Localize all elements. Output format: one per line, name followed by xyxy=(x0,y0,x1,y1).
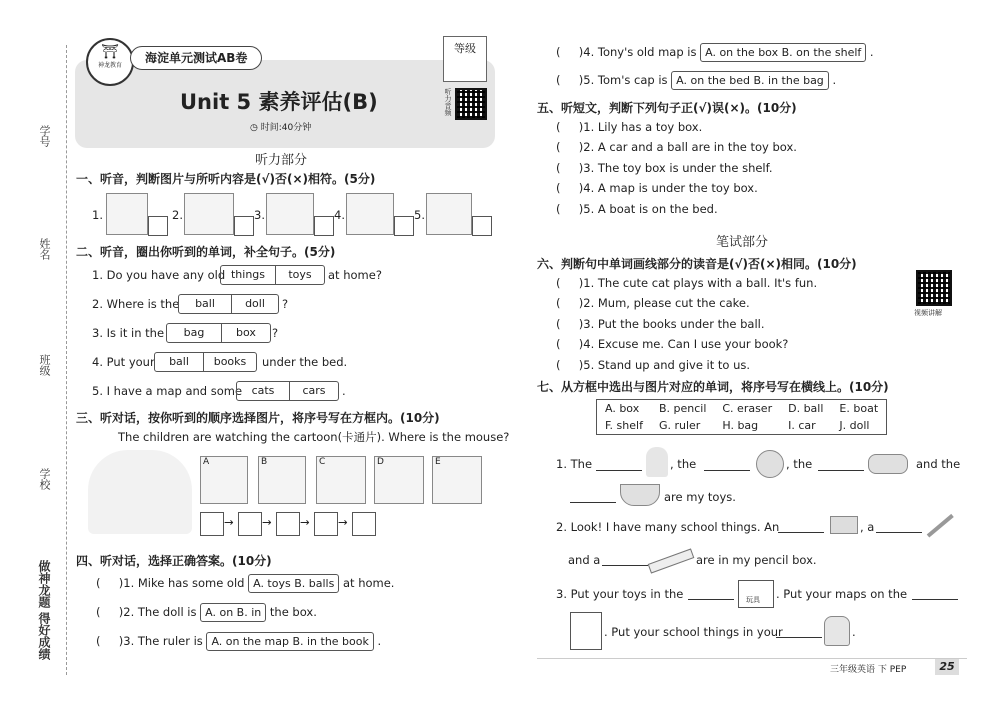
q2-5-a[interactable]: cats xyxy=(237,382,290,400)
q3-answer-box-3[interactable] xyxy=(276,512,300,536)
q7-blank-4[interactable] xyxy=(570,502,616,503)
q5-item-2: ( )2. A car and a ball are in the toy box. xyxy=(556,140,797,154)
q4-item-5: ( )5. Tom's cap is A. on the bed B. in the bag . xyxy=(556,71,836,90)
q2-1-before: 1. Do you have any old xyxy=(92,268,226,282)
pencil-picture xyxy=(927,514,954,538)
q3-answer-box-5[interactable] xyxy=(352,512,376,536)
q7-blank-5[interactable] xyxy=(778,532,824,533)
vocab-c: C. eraser xyxy=(722,402,773,415)
toy-box-picture: 玩具 xyxy=(738,580,774,608)
q2-1-after: at home? xyxy=(328,268,382,282)
q3-picture-c: C xyxy=(316,456,366,504)
cat-picture xyxy=(106,193,148,235)
q5-item-1: ( )1. Lily has a toy box. xyxy=(556,120,703,134)
q6-item-3: ( )3. Put the books under the ball. xyxy=(556,317,765,331)
q4-4-options[interactable]: A. on the box B. on the shelf xyxy=(700,43,866,62)
q2-title: 二、听音，圈出你听到的单词，补全句子。(5分) xyxy=(76,245,336,259)
vocab-g: G. ruler xyxy=(658,419,701,432)
school-label: 学校 xyxy=(38,468,51,490)
q7-s1-part-c: , the xyxy=(786,457,813,471)
q5-item-5: ( )5. A boat is on the bed. xyxy=(556,202,718,216)
q1-answer-box-2[interactable] xyxy=(234,216,254,236)
q7-blank-1[interactable] xyxy=(596,470,642,471)
vocab-e: E. boat xyxy=(839,402,879,415)
q7-s2-part-c: and a xyxy=(568,553,601,567)
q4-title: 四、听对话，选择正确答案。(10分) xyxy=(76,554,272,568)
q7-blank-9[interactable] xyxy=(912,599,958,600)
q6-item-1: ( )1. The cute cat plays with a ball. It's fun. xyxy=(556,276,818,290)
q6-item-2: ( )2. Mum, please cut the cake. xyxy=(556,296,750,310)
video-qr-code[interactable] xyxy=(916,270,952,306)
q2-3-after: ? xyxy=(272,326,279,340)
q7-title: 七、从方框中选出与图片对应的单词，将序号写在横线上。(10分) xyxy=(537,380,889,394)
q2-2-choices xyxy=(178,294,279,314)
q7-s3-part-c: . Put your school things in your xyxy=(604,625,783,639)
q2-5-after: . xyxy=(342,384,346,398)
q7-s1-part-d: and the xyxy=(916,457,961,471)
ruler-picture xyxy=(648,548,695,573)
q2-4-choices xyxy=(154,352,257,372)
footer-rule xyxy=(537,658,967,659)
listening-qr-code[interactable] xyxy=(455,88,487,120)
q3-picture-a: A xyxy=(200,456,248,504)
q4-item-2: ( )2. The doll is A. on B. in the box. xyxy=(96,603,317,622)
q2-5-before: 5. I have a map and some xyxy=(92,384,243,398)
q3-picture-b: B xyxy=(258,456,306,504)
books-picture xyxy=(184,193,234,235)
vocab-j: J. doll xyxy=(839,419,870,432)
time-label: ◷ 时间:40分钟 xyxy=(250,123,312,133)
ball-picture xyxy=(756,450,784,478)
q7-s1-part-a: 1. The xyxy=(556,457,593,471)
q7-blank-8[interactable] xyxy=(688,599,734,600)
q6-title: 六、判断句中单词画线部分的读音是(√)否(×)相同。(10分) xyxy=(537,257,857,271)
q7-s1-part-b: , the xyxy=(670,457,697,471)
q1-num-4: 4. xyxy=(334,208,345,222)
clock-icon: ◷ xyxy=(250,123,258,133)
q2-3-choices xyxy=(166,323,271,343)
q4-3-options[interactable]: A. on the map B. in the book xyxy=(206,632,373,651)
q2-2-before: 2. Where is the xyxy=(92,297,180,311)
q3-pictures xyxy=(200,456,490,506)
eraser-picture xyxy=(830,516,858,534)
q5-item-4: ( )4. A map is under the toy box. xyxy=(556,181,758,195)
q2-3-before: 3. Is it in the xyxy=(92,326,165,340)
q3-answer-box-1[interactable] xyxy=(200,512,224,536)
q1-num-1: 1. xyxy=(92,208,103,222)
q2-5-choices xyxy=(236,381,339,401)
page-title: Unit 5 素养评估(B) xyxy=(180,90,378,114)
q7-s2-part-a: 2. Look! I have many school things. An xyxy=(556,520,780,534)
vocab-f: F. shelf xyxy=(605,419,643,432)
footer-book: 三年级英语 下 PEP xyxy=(830,665,907,675)
q2-4-a[interactable]: ball xyxy=(155,353,204,371)
q1-num-3: 3. xyxy=(254,208,265,222)
q7-blank-2[interactable] xyxy=(704,470,750,471)
boat-picture xyxy=(620,484,660,506)
q3-title: 三、听对话，按你听到的顺序选择图片，将序号写在方框内。(10分) xyxy=(76,411,440,425)
q2-1-b[interactable]: toys xyxy=(288,268,312,281)
car-picture xyxy=(868,454,908,474)
q5-title: 五、听短文，判断下列句子正(√)误(×)。(10分) xyxy=(537,101,797,115)
vocab-h: H. bag xyxy=(722,419,759,432)
q6-item-5: ( )5. Stand up and give it to us. xyxy=(556,358,751,372)
student-id-label: 学号 xyxy=(38,125,51,147)
q2-4-before: 4. Put your xyxy=(92,355,155,369)
q7-s2-part-b: , a xyxy=(860,520,875,534)
video-qr-caption: 视频讲解 xyxy=(914,309,942,317)
q7-s1-part-e: are my toys. xyxy=(664,490,736,504)
q4-5-options[interactable]: A. on the bed B. in the bag xyxy=(671,71,829,90)
listening-qr-caption: 听力音频 xyxy=(444,88,452,116)
q7-blank-6[interactable] xyxy=(876,532,922,533)
class-label: 班级 xyxy=(38,354,51,376)
box-picture xyxy=(426,193,472,235)
q2-3-b[interactable]: box xyxy=(236,326,256,339)
q1-num-2: 2. xyxy=(172,208,183,222)
q3-picture-e: E xyxy=(432,456,482,504)
q4-item-4: ( )4. Tony's old map is A. on the box B. on the shelf . xyxy=(556,43,874,62)
q2-2-after: ? xyxy=(282,297,289,311)
q1-answer-box-5[interactable] xyxy=(472,216,492,236)
vocab-box xyxy=(596,399,887,435)
logo: ⛩ 神龙教育 xyxy=(86,38,134,86)
q2-4-b[interactable]: books xyxy=(213,355,247,368)
q6-item-4: ( )4. Excuse me. Can I use your book? xyxy=(556,337,789,351)
q7-s2-part-d: are in my pencil box. xyxy=(696,553,817,567)
q1-answer-box-4[interactable] xyxy=(394,216,414,236)
q7-s3-part-d: . xyxy=(852,625,856,639)
q1-answer-box-3[interactable] xyxy=(314,216,334,236)
arrow-icon: → xyxy=(300,515,310,529)
q3-sentence: The children are watching the cartoon(卡通片). Where is the mouse? xyxy=(118,430,510,444)
listening-heading: 听力部分 xyxy=(255,153,308,168)
q1-row xyxy=(90,190,500,238)
vocab-b: B. pencil xyxy=(658,402,707,415)
q4-item-3: ( )3. The ruler is A. on the map B. in the book . xyxy=(96,632,381,651)
q1-title: 一、听音，判断图片与所听内容是(√)否(×)相符。(5分) xyxy=(76,172,376,186)
q2-4-after: under the bed. xyxy=(262,355,348,369)
q7-s3-part-b: . Put your maps on the xyxy=(776,587,908,601)
name-label: 姓名 xyxy=(38,238,51,260)
q2-2-a[interactable]: ball xyxy=(179,295,232,313)
shelf-picture xyxy=(570,612,602,650)
q2-5-b[interactable]: cars xyxy=(302,384,326,397)
q2-3-a[interactable]: bag xyxy=(167,324,222,342)
q7-blank-10[interactable] xyxy=(776,637,822,638)
cap-picture xyxy=(346,193,394,235)
q4-2-options[interactable]: A. on B. in xyxy=(200,603,266,622)
q2-1-a[interactable]: things xyxy=(221,266,276,284)
writing-heading: 笔试部分 xyxy=(716,235,769,250)
brand-banner: 海淀单元测试AB卷 xyxy=(130,46,262,70)
q3-answer-box-4[interactable] xyxy=(314,512,338,536)
grade-box: 等级 xyxy=(443,36,487,82)
q7-blank-7[interactable] xyxy=(602,565,648,566)
q1-answer-box-1[interactable] xyxy=(148,216,168,236)
q3-picture-d: D xyxy=(374,456,424,504)
q7-s3-part-a: 3. Put your toys in the xyxy=(556,587,684,601)
vocab-d: D. ball xyxy=(788,402,824,415)
binding-line xyxy=(66,45,67,675)
vocab-i: I. car xyxy=(788,419,816,432)
arrow-icon: → xyxy=(224,515,234,529)
q5-item-3: ( )3. The toy box is under the shelf. xyxy=(556,161,773,175)
doll-picture xyxy=(646,447,668,477)
bag-picture xyxy=(824,616,850,646)
children-watching-picture xyxy=(88,450,192,534)
q4-item-1: ( )1. Mike has some old A. toys B. balls at home. xyxy=(96,574,394,593)
q3-answer-sequence xyxy=(200,512,380,536)
vocab-a: A. box xyxy=(605,402,640,415)
q3-answer-box-2[interactable] xyxy=(238,512,262,536)
q4-1-options[interactable]: A. toys B. balls xyxy=(248,574,339,593)
page-number: 25 xyxy=(935,659,959,675)
q2-1-choices xyxy=(220,265,325,285)
pencil-box-picture xyxy=(266,193,314,235)
arrow-icon: → xyxy=(262,515,272,529)
gate-icon: ⛩ xyxy=(101,44,119,60)
q2-2-b[interactable]: doll xyxy=(245,297,265,310)
arrow-icon: → xyxy=(338,515,348,529)
q1-num-5: 5. xyxy=(414,208,425,222)
slogan: 做神龙题 得好成绩 xyxy=(37,560,51,661)
q7-blank-3[interactable] xyxy=(818,470,864,471)
